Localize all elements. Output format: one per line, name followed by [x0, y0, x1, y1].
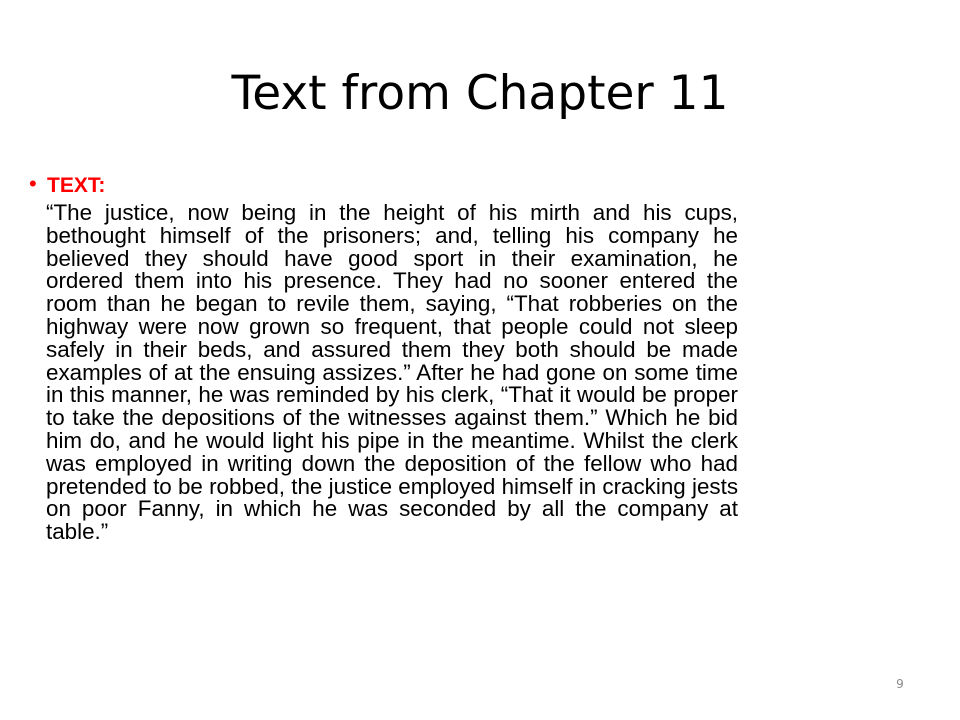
- slide-title: Text from Chapter 11: [231, 66, 729, 121]
- quoted-passage: “The justice, now being in the height of his mirth and his cups, bethought himself of the prisoners; and, telling his company he believed they should have good sport in their examination, he ordered them into his presence. They had no sooner entered the room than he began to revile them, saying, “That robberies on the highway were now grown so frequent, that people could not sleep safely in their beds, and assured them they both should be made examples of at the ensuing assizes.” After he had gone on some time in this manner, he was reminded by his clerk, “That it would be proper to take the depositions of the witnesses against them.” Which he bid him do, and he would light his pipe in the meantime. Whilst the clerk was employed in writing down the deposition of the fellow who had pretended to be robbed, the justice employed himself in cracking jests on poor Fanny, in which he was seconded by all the company at table.”: [46, 200, 739, 545]
- page-number: 9: [896, 677, 904, 691]
- text-heading: TEXT:: [47, 174, 106, 197]
- bullet-icon: •: [29, 171, 37, 196]
